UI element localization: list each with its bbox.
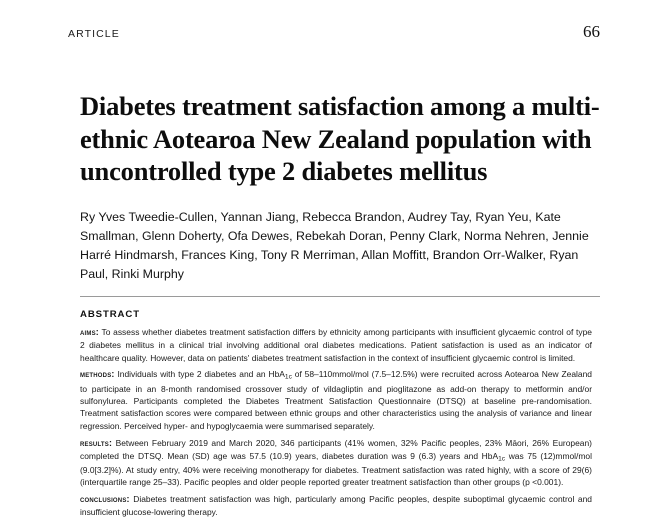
divider bbox=[80, 296, 600, 297]
abstract-text-results-part2: was 75 (12)mmol/mol (9.0[3.2]%). At study entry, 40% were receiving monotherapy for diabetes. Treatment satisfaction was rated highly, with a score of 29(6) (interquartile range 25–33). Pacific peoples and older people reported greater treatment satisfaction than other groups (p <0.001). bbox=[80, 450, 592, 488]
page-title: Diabetes treatment satisfaction among a multi-ethnic Aotearoa New Zealand population with uncontrolled type 2 diabetes mellitus bbox=[80, 90, 600, 187]
hba1c-subscript-methods: 1c bbox=[284, 373, 292, 381]
abstract-text-aims: To assess whether diabetes treatment satisfaction differs by ethnicity among participants with insufficient glycaemic control of type 2 diabetes mellitus in a clinical trial involving additional oral diabetes medications. Patient satisfaction is used as an indicator of healthcare quality. However, data on patients' diabetes treatment satisfaction in the context of insufficient glycaemic control is limited. bbox=[80, 327, 592, 363]
abstract-label-results: results: bbox=[80, 437, 113, 448]
section-label: ARTICLE bbox=[68, 28, 120, 40]
abstract-body bbox=[80, 326, 592, 523]
abstract-section-aims bbox=[80, 326, 592, 364]
abstract-text-conclusions: Diabetes treatment satisfaction was high, particularly among Pacific peoples, despite suboptimal glycaemic control and insufficient glucose-lowering therapy. bbox=[80, 494, 592, 518]
abstract-label-methods: methods: bbox=[80, 369, 115, 380]
hba1c-subscript-results: 1c bbox=[498, 455, 506, 463]
abstract-section-methods bbox=[80, 368, 592, 432]
author-list: Ry Yves Tweedie-Cullen, Yannan Jiang, Rebecca Brandon, Audrey Tay, Ryan Yeu, Kate Smallman, Glenn Doherty, Ofa Dewes, Rebekah Doran, Penny Clark, Norma Nehren, Jennie Harré Hindmarsh, Frances King, Tony R Merriman, Allan Moffitt, Brandon Orr-Walker, Ryan Paul, Rinki Murphy bbox=[80, 210, 589, 281]
abstract-text-methods-part2: of 58–110mmol/mol (7.5–12.5%) were recruited across Aotearoa New Zealand to participate in an 8-month randomised crossover study of vildagliptin and pioglitazone as add-on therapy to metformin and/or sulfonylurea. Participants completed the Diabetes Treatment Satisfaction Questionnaire (DTSQ) at baseline pre-randomisation. Treatment satisfaction scores were compared between ethnic groups and other characteristics using the analysis of variance and linear regression. Perceived hyper- and hypoglycaemia were summarised separately. bbox=[80, 369, 592, 431]
page-header bbox=[68, 22, 600, 42]
abstract-label-conclusions: conclusions: bbox=[80, 494, 130, 505]
abstract-section-results bbox=[80, 437, 592, 489]
abstract-text-methods-part1: Individuals with type 2 diabetes and an HbA bbox=[117, 369, 285, 380]
abstract-section-conclusions bbox=[80, 493, 592, 519]
abstract-label-aims: aims: bbox=[80, 327, 99, 337]
page-number: 66 bbox=[583, 22, 600, 41]
abstract-text-results-part1: Between February 2019 and March 2020, 346 participants (41% women, 32% Pacific peoples, 23% Māori, 26% European) completed the DTSQ. Mean (SD) age was 57.5 (10.9) years, diabetes duration was 9 (6.3) years and HbA bbox=[80, 437, 592, 461]
abstract-heading: ABSTRACT bbox=[80, 309, 140, 320]
